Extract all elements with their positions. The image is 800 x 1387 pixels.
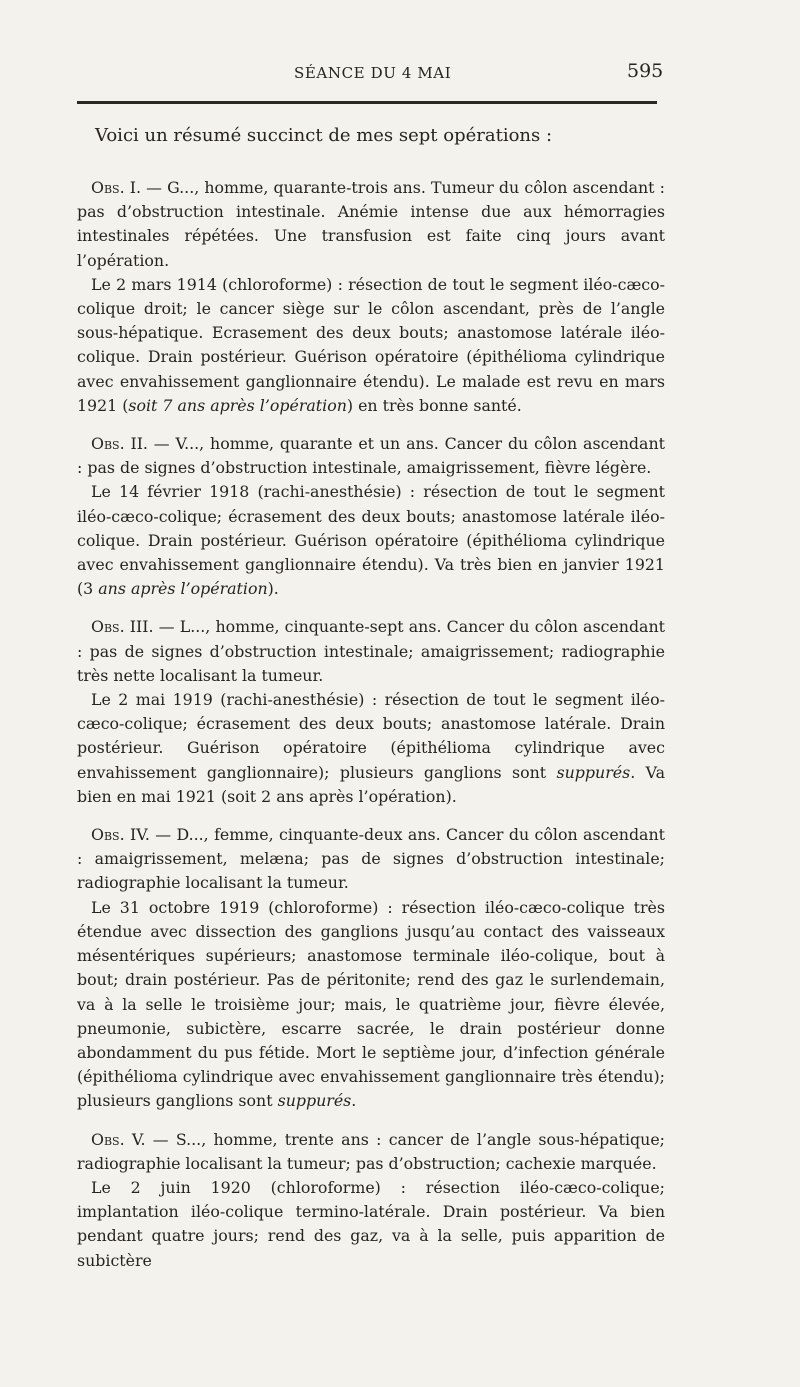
observation-case-summary bbox=[77, 615, 665, 688]
operation-report bbox=[77, 1176, 665, 1273]
page-number: 595 bbox=[627, 60, 664, 82]
operation-text-end: . bbox=[351, 1091, 357, 1111]
observation-2 bbox=[77, 432, 665, 601]
observation-label: Obs. I. bbox=[91, 178, 141, 197]
case-summary-text: — V..., homme, quarante et un ans. Cancer du côlon ascendant : pas de signes d’obstruction intestinale, amaigrissement, fièvre légère. bbox=[77, 434, 665, 478]
operation-text: Le 2 juin 1920 (chloroforme) : résection iléo-cæco-colique; implantation iléo-colique termino-latérale. Drain postérieur. Va bien pendant quatre jours; rend des gaz, va à la selle, puis apparition de subictère bbox=[77, 1177, 665, 1270]
operation-text: Le 2 mai 1919 (rachi-anesthésie) : résection de tout le segment iléo-cæco-colique; écrasement des deux bouts; anastomose latérale. Drain postérieur. Guérison opératoire (épithélioma cylindrique avec envahissement ganglionnaire); plusieurs ganglions sont bbox=[77, 690, 665, 782]
operation-text: Le 31 octobre 1919 (chloroforme) : résection iléo-cæco-colique très étendue avec dissection des ganglions jusqu’au contact des vaisseaux mésentériques supérieurs; anastomose terminale iléo-colique, bout à bout; drain postérieur. Pas de péritonite; rend des gaz le surlendemain, va à la selle le troisième jour; mais, le quatrième jour, fièvre élevée, pneumonie, subictère, escarre sacrée, le drain postérieur donne abondamment du pus fétide. Mort le septième jour, d’infection générale (épithélioma cylindrique avec envahissement ganglionnaire très étendu); plusieurs ganglions sont bbox=[77, 897, 665, 1111]
operation-text-end: ) en très bonne santé. bbox=[346, 395, 522, 415]
case-summary-text: — L..., homme, cinquante-sept ans. Cancer du côlon ascendant : pas de signes d’obstruction intestinale; amaigrissement; radiographie très nette localisant la tumeur. bbox=[77, 617, 666, 685]
observation-case-summary bbox=[77, 432, 665, 480]
running-title: SÉANCE DU 4 MAI bbox=[294, 64, 452, 82]
header-rule bbox=[77, 101, 657, 104]
operation-report bbox=[77, 480, 665, 601]
observation-case-summary bbox=[77, 1128, 665, 1176]
italic-note: ans après l’opération bbox=[98, 579, 268, 599]
italic-note: soit 7 ans après l’opération bbox=[128, 395, 347, 415]
operation-text: Le 2 mars 1914 (chloroforme) : résection de tout le segment iléo-cæco-colique droit; le cancer siège sur le côlon ascendant, près de l’angle sous-hépatique. Ecrasement des deux bouts; anastomose latérale iléo-colique. Drain postérieur. Guérison opératoire (épithélioma cylindrique avec envahissement ganglionnaire étendu). Le malade est revu en mars 1921 ( bbox=[77, 274, 665, 415]
observation-case-summary bbox=[77, 823, 665, 896]
operation-text: Le 14 février 1918 (rachi-anesthésie) : résection de tout le segment iléo-cæco-colique; écrasement des deux bouts; anastomose latérale iléo-colique. Drain postérieur. Guérison opératoire (épithélioma cylindrique avec envahissement ganglionnaire étendu). Va très bien en janvier 1921 (3 bbox=[77, 482, 665, 599]
operation-report bbox=[77, 273, 665, 418]
italic-note: suppurés bbox=[277, 1091, 352, 1111]
observation-label: Obs. IV. bbox=[91, 825, 150, 845]
case-summary-text: — S..., homme, trente ans : cancer de l’angle sous-hépatique; radiographie localisant la tumeur; pas d’obstruction; cachexie marquée. bbox=[77, 1129, 665, 1173]
observation-4 bbox=[77, 823, 665, 1113]
intro-paragraph: Voici un résumé succinct de mes sept opérations : bbox=[95, 125, 553, 146]
italic-note: suppurés bbox=[556, 762, 631, 782]
operation-report bbox=[77, 896, 665, 1114]
observation-5 bbox=[77, 1128, 665, 1273]
observation-3 bbox=[77, 615, 665, 809]
case-summary-text: — G..., homme, quarante-trois ans. Tumeur du côlon ascendant : pas d’obstruction intestinale. Anémie intense due aux hémorragies intestinales répétées. Une transfusion est faite cinq jours avant l’opération. bbox=[77, 178, 665, 270]
observation-case-summary bbox=[77, 176, 665, 273]
observation-label: Obs. V. bbox=[91, 1129, 146, 1149]
observation-label: Obs. II. bbox=[91, 434, 148, 454]
case-summary-text: — D..., femme, cinquante-deux ans. Cancer du côlon ascendant : amaigrissement, melæna; pas de signes d’obstruction intestinale; radiographie localisant la tumeur. bbox=[77, 825, 665, 893]
operation-report bbox=[77, 688, 665, 809]
operation-text-end: ). bbox=[267, 579, 279, 599]
observation-label: Obs. III. bbox=[91, 617, 154, 637]
running-head bbox=[0, 60, 800, 88]
body-text bbox=[77, 122, 665, 1287]
observation-1 bbox=[77, 176, 665, 418]
operation-text-end: . Va bien en mai 1921 (soit 2 ans après l’opération). bbox=[77, 762, 665, 806]
